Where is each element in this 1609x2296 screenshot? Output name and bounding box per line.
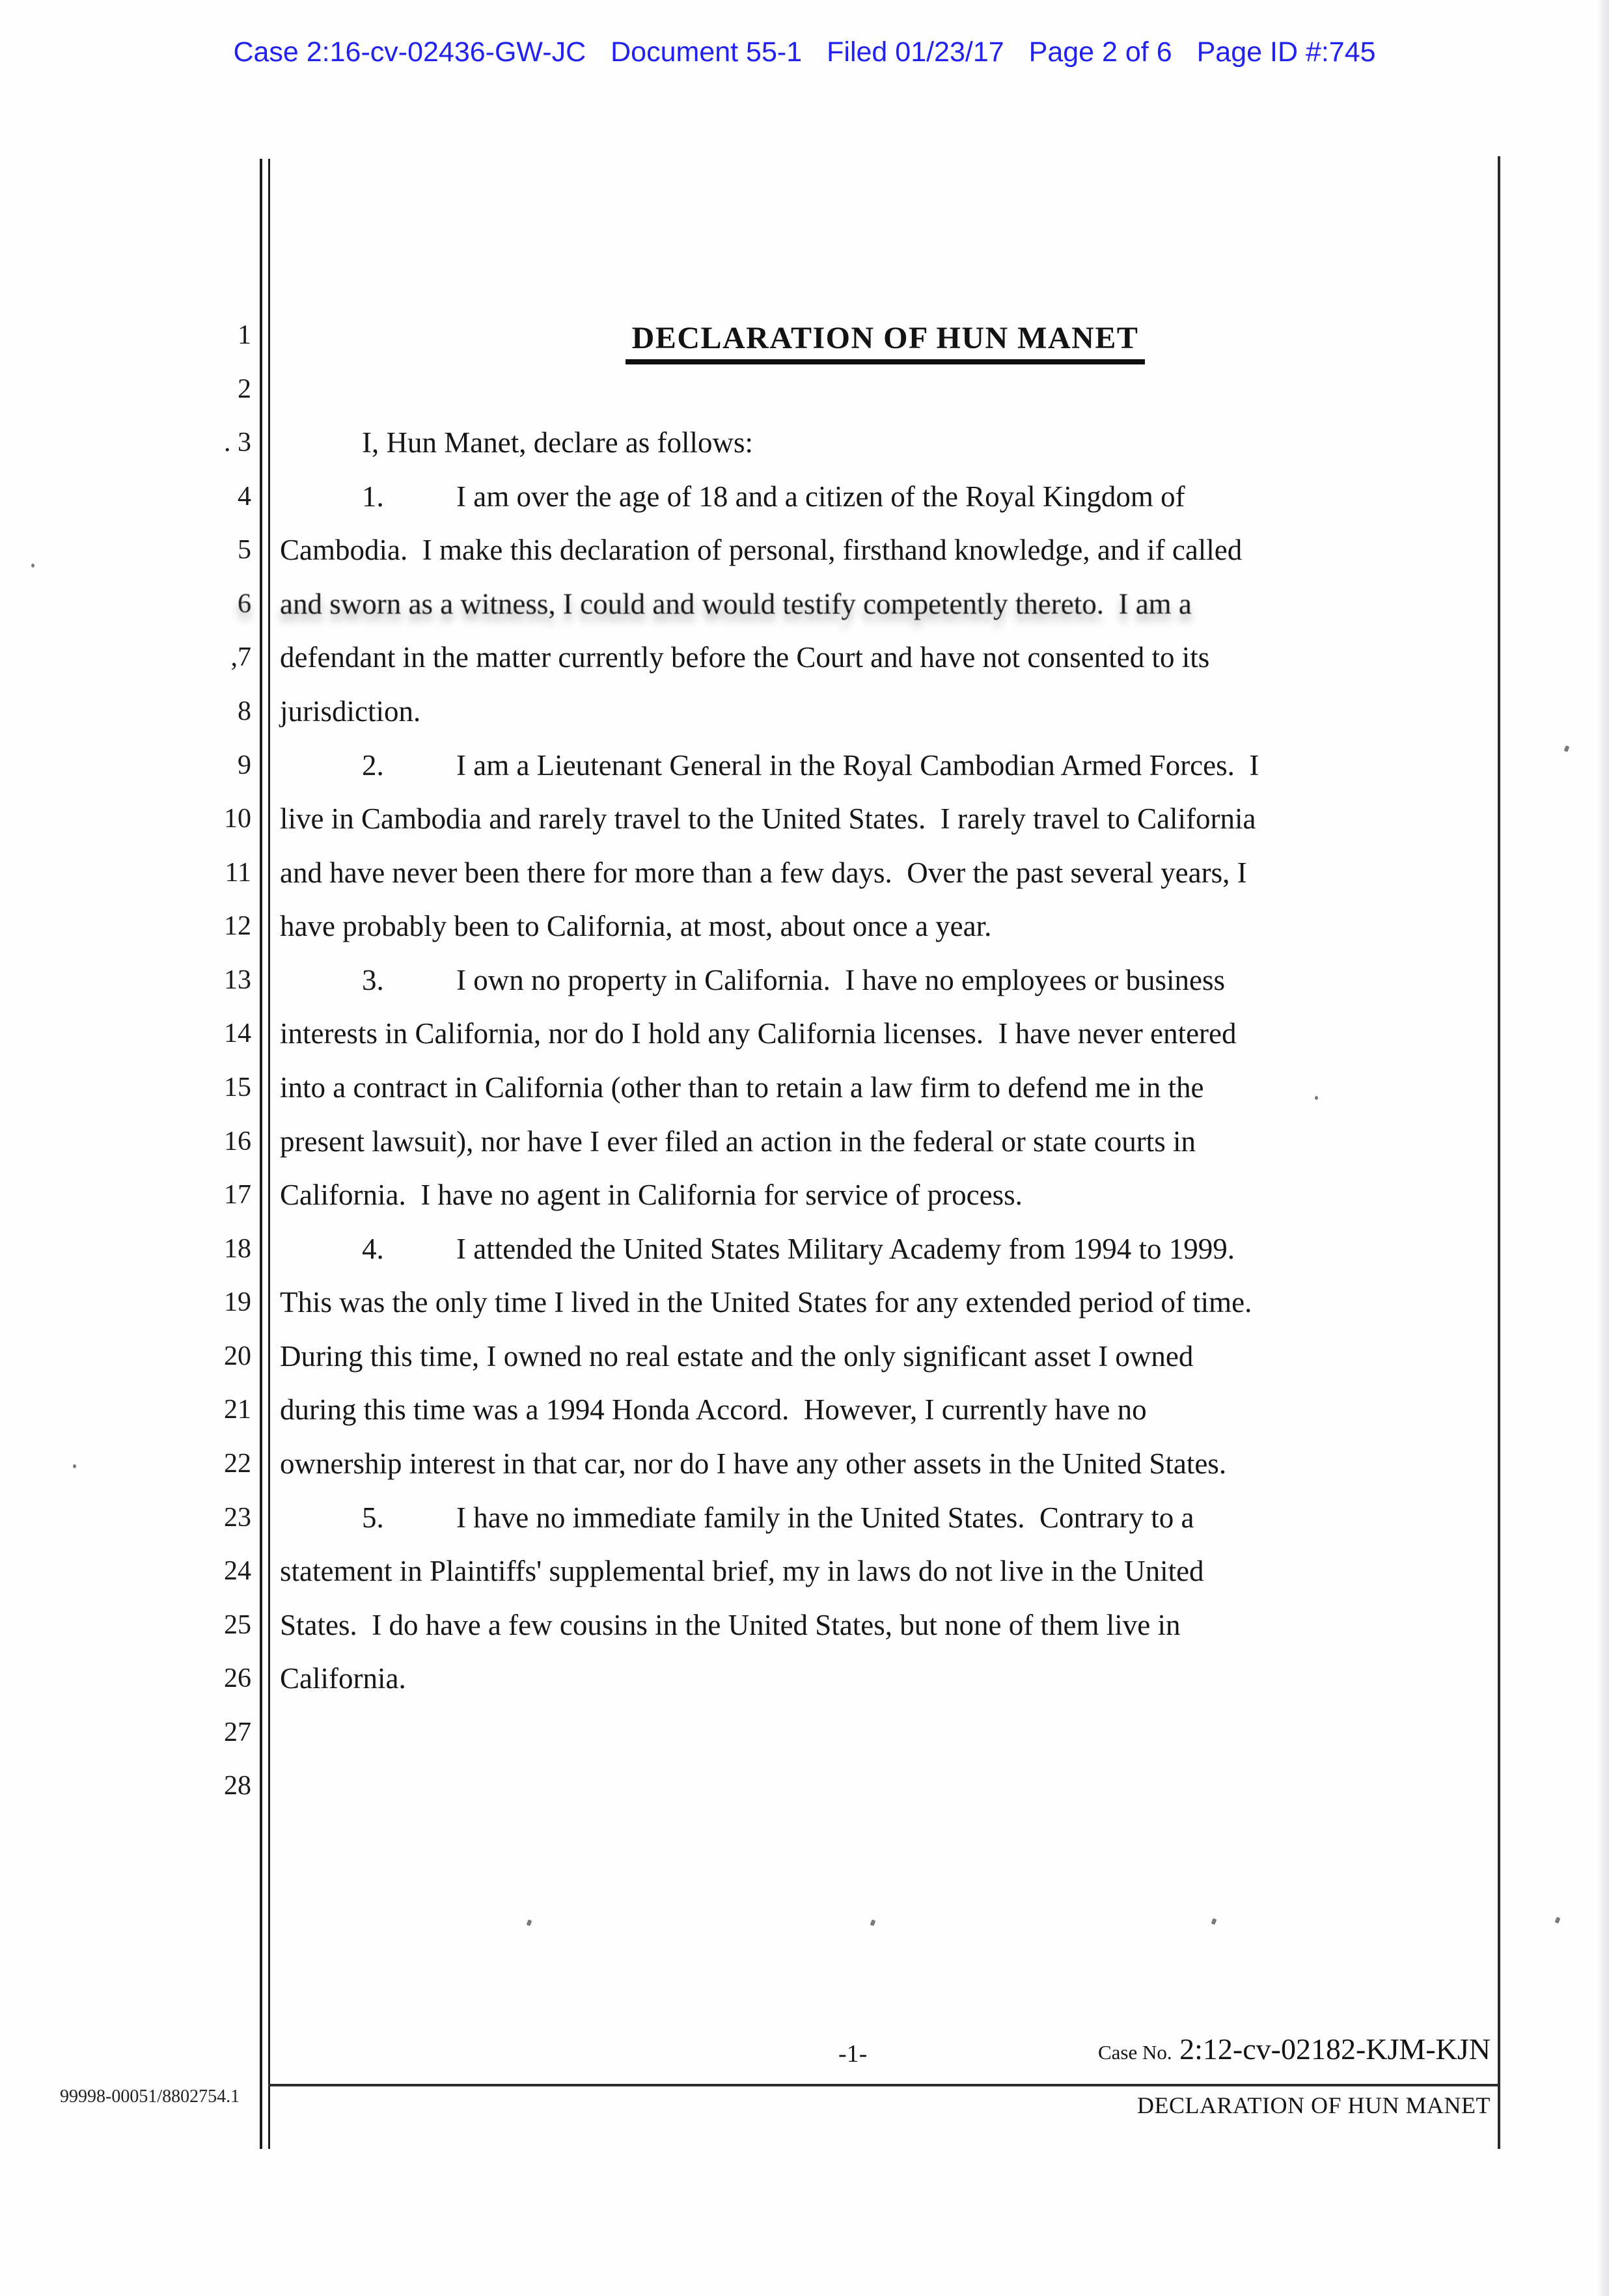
body-text-line [280, 685, 1500, 739]
line-number: 12 [224, 911, 251, 941]
line-number: 9 [238, 750, 251, 780]
document-id-number: 99998-00051/8802754.1 [60, 2086, 240, 2107]
case-number: 2:12-cv-02182-KJM-KJN [1179, 2032, 1491, 2066]
line-number: 27 [224, 1717, 251, 1747]
document-title-block [280, 320, 1491, 356]
case-number-line [1098, 2032, 1491, 2066]
stamp-segment: Page 2 of 6 [1028, 36, 1172, 68]
case-number-value [1172, 2032, 1180, 2066]
footer-rule [268, 2084, 1500, 2086]
body-text-line [280, 631, 1500, 685]
line-text: California. [280, 1662, 406, 1695]
line-text: live in Cambodia and rarely travel to the United States. I rarely travel to California [280, 802, 1256, 835]
line-text: California. I have no agent in California for service of process. [280, 1179, 1023, 1211]
paragraph-number: 3. [362, 964, 384, 996]
line-text: and have never been there for more than a few days. Over the past several years, I [280, 856, 1247, 889]
line-number: 8 [238, 696, 251, 726]
line-number: 20 [224, 1341, 251, 1371]
line-number: 10 [224, 804, 251, 834]
stamp-segment: Document 55-1 [611, 36, 803, 68]
line-text: defendant in the matter currently before the Court and have not consented to its [280, 641, 1210, 674]
paragraph-number: 1. [362, 480, 384, 513]
scan-speck [527, 1919, 532, 1926]
pleading-left-rule-outer [260, 159, 262, 2149]
line-number: 11 [225, 858, 251, 888]
line-text: I am over the age of 18 and a citizen of the Royal Kingdom of [456, 480, 1185, 513]
paragraph-number: 5. [362, 1501, 384, 1534]
scan-speck [870, 1919, 876, 1926]
body-text-line [280, 1007, 1500, 1061]
line-number: 19 [224, 1287, 251, 1317]
line-text: Cambodia. I make this declaration of personal, firsthand knowledge, and if called [280, 534, 1243, 566]
line-text: interests in California, nor do I hold any California licenses. I have never entered [280, 1017, 1237, 1050]
line-number: 18 [224, 1234, 251, 1264]
line-number: 16 [224, 1127, 251, 1156]
body-text-line [280, 523, 1500, 577]
line-text: During this time, I owned no real estate and the only significant asset I owned [280, 1340, 1194, 1373]
line-number: . 3 [224, 428, 251, 458]
line-text: ownership interest in that car, nor do I have any other assets in the United States. [280, 1447, 1227, 1480]
line-number: 5 [238, 535, 251, 565]
line-number: ,7 [230, 642, 251, 672]
scan-edge-shadow [1596, 0, 1609, 2296]
line-text: States. I do have a few cousins in the United States, but none of them live in [280, 1609, 1181, 1641]
body-text-line [280, 577, 1500, 631]
line-text: have probably been to California, at most, about once a year. [280, 910, 992, 942]
line-number: 2 [238, 374, 251, 404]
body-text-line [280, 1383, 1500, 1437]
paragraph-number: 4. [362, 1233, 384, 1265]
line-number: 22 [224, 1449, 251, 1479]
body-text-line [280, 416, 1582, 470]
body-text-line [280, 1544, 1500, 1598]
line-text: I have no immediate family in the United States. Contrary to a [456, 1501, 1194, 1534]
line-number: 4 [238, 482, 251, 512]
line-number: 24 [224, 1556, 251, 1586]
line-number: 13 [224, 965, 251, 995]
paragraph-number: 2. [362, 749, 384, 782]
line-text: into a contract in California (other than to retain a law firm to defend me in the [280, 1071, 1204, 1104]
line-text: jurisdiction. [280, 695, 421, 728]
scan-speck [1555, 1917, 1561, 1924]
scan-speck [31, 564, 34, 567]
case-number-label: Case No. [1098, 2041, 1172, 2064]
line-text: present lawsuit), nor have I ever filed an action in the federal or state courts in [280, 1125, 1196, 1158]
body-text-line [280, 1330, 1500, 1384]
pleading-left-rule-inner [268, 159, 270, 2149]
body-text-line [280, 1598, 1500, 1652]
document-title: DECLARATION OF HUN MANET [626, 321, 1146, 364]
stamp-segment: Page ID #:745 [1196, 36, 1376, 68]
line-number: 15 [224, 1073, 251, 1102]
line-number: 21 [224, 1395, 251, 1425]
body-text-line [280, 1168, 1500, 1222]
line-number: 17 [224, 1180, 251, 1210]
numbered-paragraph-line [280, 470, 1582, 524]
ecf-filing-stamp [0, 36, 1609, 68]
numbered-paragraph-line [280, 953, 1582, 1007]
body-text-line [280, 1437, 1500, 1491]
line-number: 23 [224, 1503, 251, 1533]
line-number: 1 [238, 320, 251, 350]
line-text: during this time was a 1994 Honda Accord. However, I currently have no [280, 1393, 1147, 1426]
line-number: 26 [224, 1663, 251, 1693]
scan-speck [73, 1464, 76, 1468]
line-number: 14 [224, 1018, 251, 1048]
line-number: 28 [224, 1771, 251, 1801]
line-text: I, Hun Manet, declare as follows: [362, 426, 754, 459]
numbered-paragraph-line [280, 739, 1582, 793]
body-text-line [280, 846, 1500, 900]
line-number: 25 [224, 1610, 251, 1640]
body-text-line [280, 1115, 1500, 1169]
numbered-paragraph-line [280, 1222, 1582, 1276]
body-text-line [280, 899, 1500, 953]
line-text: This was the only time I lived in the United States for any extended period of time. [280, 1286, 1252, 1319]
body-text-line [280, 1652, 1500, 1706]
body-text-line [280, 1061, 1500, 1115]
body-text-line [280, 792, 1500, 846]
numbered-paragraph-line [280, 1491, 1582, 1545]
stamp-segment: Filed 01/23/17 [827, 36, 1004, 68]
line-text: statement in Plaintiffs' supplemental brief, my in laws do not live in the United [280, 1555, 1204, 1587]
line-number: 6 [238, 589, 251, 619]
scan-speck [1211, 1918, 1217, 1925]
page-number: -1- [838, 2040, 868, 2068]
scan-speck [1315, 1096, 1318, 1100]
line-text: I own no property in California. I have no employees or business [456, 964, 1225, 996]
body-text-line [280, 1276, 1500, 1330]
footer-document-title: DECLARATION OF HUN MANET [1137, 2092, 1491, 2118]
line-text: I am a Lieutenant General in the Royal Cambodian Armed Forces. I [456, 749, 1259, 782]
stamp-segment: Case 2:16-cv-02436-GW-JC [233, 36, 586, 68]
line-text: and sworn as a witness, I could and would testify competently thereto. I am a [280, 588, 1192, 620]
line-text: I attended the United States Military Academy from 1994 to 1999. [456, 1233, 1235, 1265]
